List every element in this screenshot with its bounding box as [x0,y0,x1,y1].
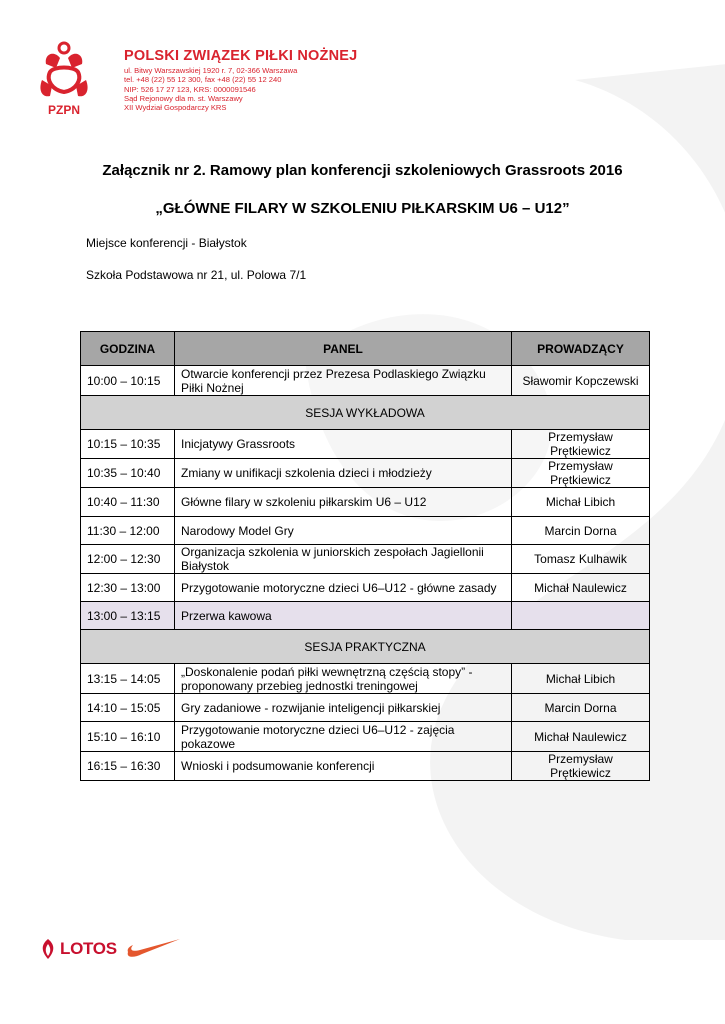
section-row [81,630,650,664]
table-row [81,752,650,781]
header-time: GODZINA [81,332,175,366]
document-subtitle: „GŁÓWNE FILARY W SZKOLENIU PIŁKARSKIM U6 – U12” [155,200,570,217]
venue-text: Miejsce konferencji - Białystok [86,236,247,250]
row-host: Sławomir Kopczewski [512,366,650,396]
letterhead [36,36,358,120]
row-host: Przemysław Prętkiewicz [512,752,650,781]
row-panel: „Doskonalenie podań piłki wewnętrzną częścią stopy” - proponowany przebieg jednostki treningowej [175,664,512,694]
address-line: XII Wydział Gospodarczy KRS [124,103,227,113]
row-panel: Otwarcie konferencji przez Prezesa Podlaskiego Związku Piłki Nożnej [175,366,512,396]
table-header-row [81,332,650,366]
schedule-table [80,331,650,781]
row-panel: Przygotowanie motoryczne dzieci U6–U12 - główne zasady [175,574,512,602]
document-title: Załącznik nr 2. Ramowy plan konferencji szkoleniowych Grassroots 2016 [102,162,623,179]
org-address [124,66,297,112]
row-time: 10:40 – 11:30 [81,488,175,517]
row-panel: Zmiany w unifikacji szkolenia dzieci i młodzieży [175,459,512,488]
row-host: Marcin Dorna [512,694,650,722]
table-row [81,545,650,574]
row-panel: Gry zadaniowe - rozwijanie inteligencji piłkarskiej [175,694,512,722]
logo-text: PZPN [47,103,81,117]
table-row [81,722,650,752]
header-panel: PANEL [175,332,512,366]
row-time: 10:00 – 10:15 [81,366,175,396]
lotos-logo-icon [38,938,58,960]
row-time: 15:10 – 16:10 [81,722,175,752]
row-panel: Inicjatywy Grassroots [175,430,512,459]
row-time: 16:15 – 16:30 [81,752,175,781]
row-time: 10:15 – 10:35 [81,430,175,459]
row-host: Michał Libich [512,664,650,694]
row-host: Przemysław Prętkiewicz [512,430,650,459]
table-row [81,664,650,694]
row-host: Przemysław Prętkiewicz [512,459,650,488]
table-row [81,430,650,459]
address-line: NIP: 526 17 27 123, KRS: 0000091546 [124,84,256,94]
header-host: PROWADZĄCY [512,332,650,366]
table-row [81,694,650,722]
nike-swoosh-icon [126,938,180,958]
table-row [81,366,650,396]
table-row [81,517,650,545]
row-time: 13:15 – 14:05 [81,664,175,694]
row-panel: Wnioski i podsumowanie konferencji [175,752,512,781]
row-host: Michał Naulewicz [512,574,650,602]
row-time: 11:30 – 12:00 [81,517,175,545]
table-row [81,459,650,488]
table-row [81,488,650,517]
address-line: Sąd Rejonowy dla m. st. Warszawy [124,93,243,103]
lotos-logo-text: LOTOS [60,939,117,958]
section-label: SESJA WYKŁADOWA [81,396,650,430]
row-time: 13:00 – 13:15 [81,602,175,630]
address-text: Szkoła Podstawowa nr 21, ul. Polowa 7/1 [86,268,307,282]
table-row [81,574,650,602]
row-host: Marcin Dorna [512,517,650,545]
row-time: 12:00 – 12:30 [81,545,175,574]
row-panel: Organizacja szkolenia w juniorskich zespołach Jagiellonii Białystok [175,545,512,574]
section-row [81,396,650,430]
section-label: SESJA PRAKTYCZNA [81,630,650,664]
row-time: 12:30 – 13:00 [81,574,175,602]
row-panel: Główne filary w szkoleniu piłkarskim U6 – U12 [175,488,512,517]
row-time: 10:35 – 10:40 [81,459,175,488]
pzpn-logo [36,36,92,120]
address-line: tel. +48 (22) 55 12 300, fax +48 (22) 55 12 240 [124,75,282,85]
row-panel: Przygotowanie motoryczne dzieci U6–U12 - zajęcia pokazowe [175,722,512,752]
row-host: Michał Naulewicz [512,722,650,752]
row-host [512,602,650,630]
row-host: Tomasz Kulhawik [512,545,650,574]
break-row [81,602,650,630]
address-line: ul. Bitwy Warszawskiej 1920 r. 7, 02-366 Warszawa [124,66,298,75]
row-host: Michał Libich [512,488,650,517]
sponsor-footer [38,936,188,962]
row-panel: Przerwa kawowa [175,602,512,630]
org-name: POLSKI ZWIĄZEK PIŁKI NOŻNEJ [124,48,358,64]
row-panel: Narodowy Model Gry [175,517,512,545]
row-time: 14:10 – 15:05 [81,694,175,722]
